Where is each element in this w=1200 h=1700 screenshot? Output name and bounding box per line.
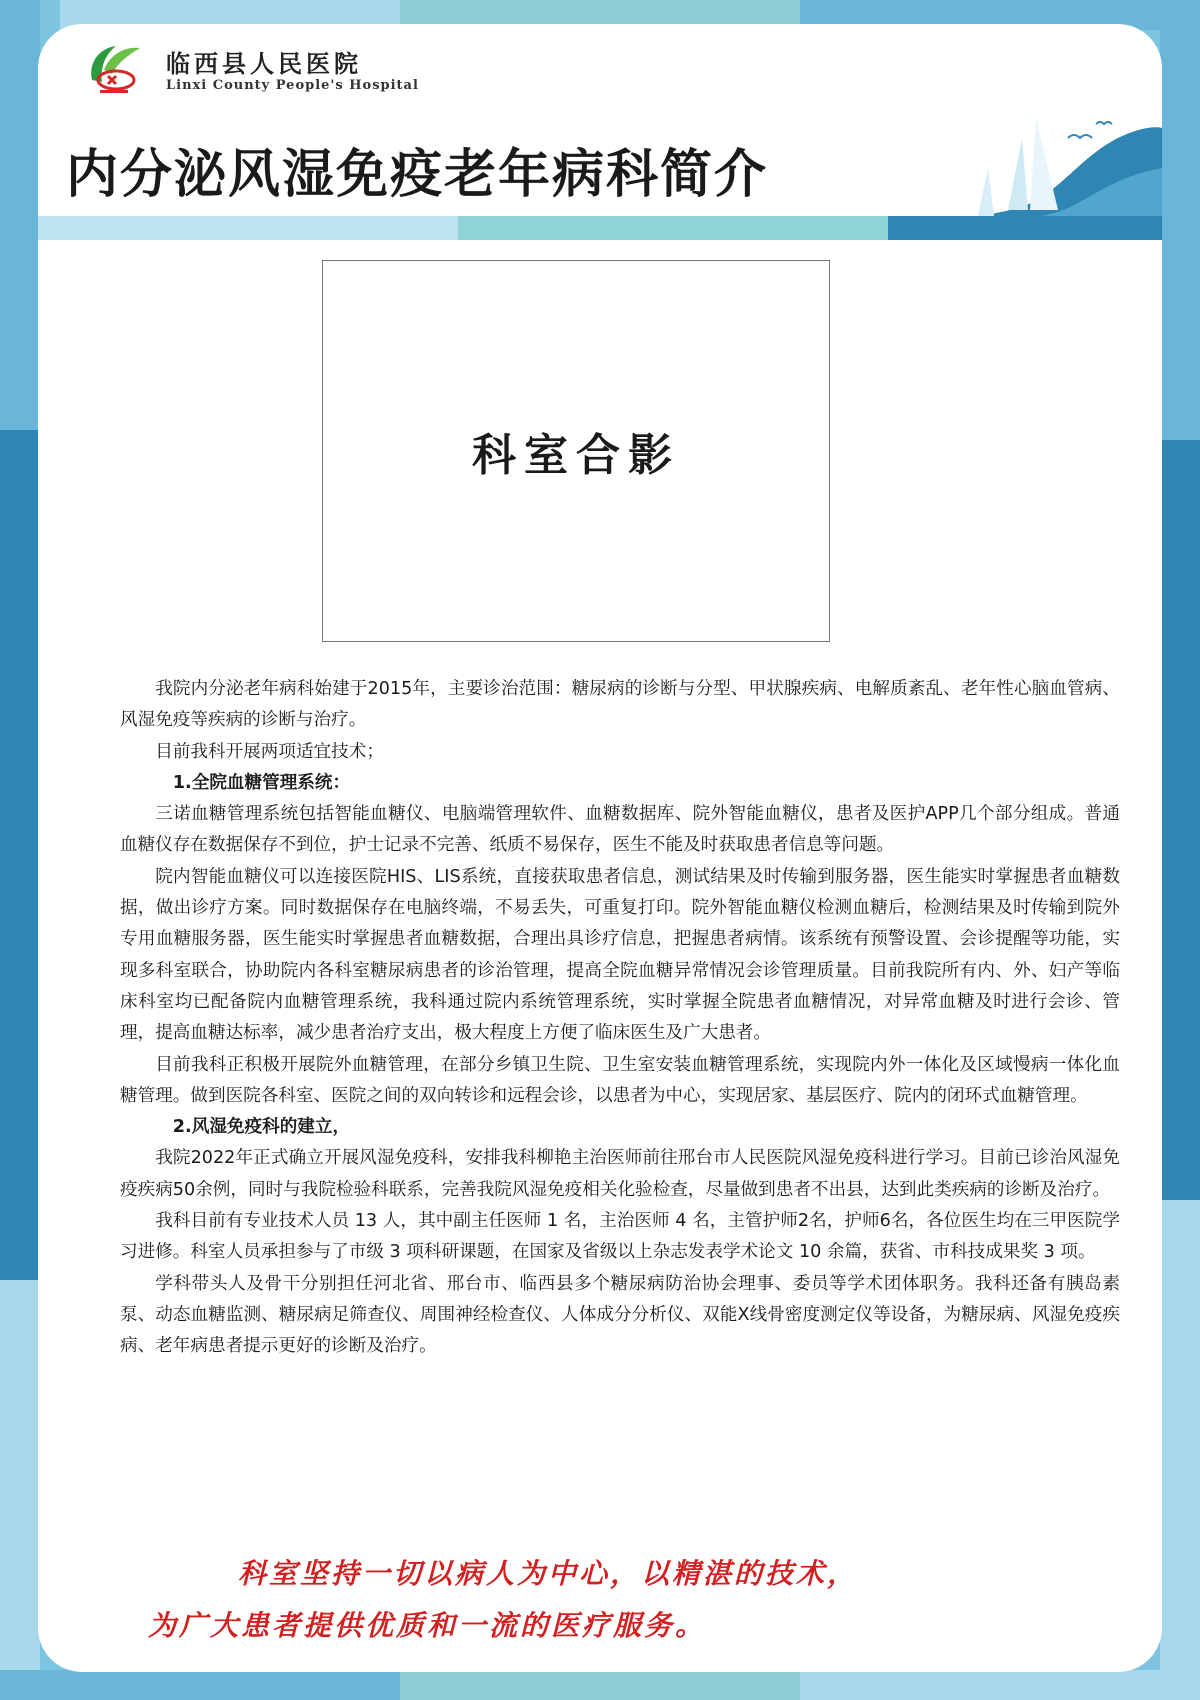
photo-label: 科室合影 — [472, 430, 680, 481]
border-stripe — [0, 1280, 40, 1700]
slogan-line-1: 科室坚持一切以病人为中心，以精湛的技术， — [238, 1557, 859, 1590]
paragraph: 目前我科开展两项适宜技术； — [155, 741, 384, 762]
header-band — [458, 216, 888, 240]
border-stripe — [0, 1670, 400, 1700]
section-heading: 2.风湿免疫科的建立， — [172, 1117, 351, 1138]
paragraph: 三诺血糖管理系统包括智能血糖仪、电脑端管理软件、血糖数据库、院外智能血糖仪，患者及医护APP几个部分组成。普通血糖仪存在数据保存不到位，护士记录不完善、纸质不易保存，医生不能及时获取患者信息等问题。 — [120, 804, 1120, 856]
photo-placeholder — [322, 260, 830, 642]
border-stripe — [800, 1670, 1200, 1700]
section-heading: 1.全院血糖管理系统： — [172, 772, 351, 793]
border-stripe — [400, 1670, 800, 1700]
page-title: 内分泌风湿免疫老年病科简介 — [66, 145, 769, 205]
slogan-line-2: 为广大患者提供优质和一流的医疗服务。 — [148, 1609, 707, 1642]
hospital-name-cn: 临西县人民医院 — [166, 49, 362, 78]
paragraph: 我科目前有专业技术人员 13 人，其中副主任医师 1 名，主治医师 4 名，主管护师2名，护师6名，各位医生均在三甲医院学习进修。科室人员承担参与了市级 3 项科研课题，在国家及省级以上杂志发表学术论文 10 余篇，获省、市科技成果奖 3 项。 — [120, 1211, 1120, 1263]
header-band — [38, 216, 458, 240]
poster-card — [38, 24, 1162, 1672]
hospital-name-en: Linxi County People's Hospital — [166, 78, 419, 93]
paragraph: 目前我科正积极开展院外血糖管理，在部分乡镇卫生院、卫生室安装血糖管理系统，实现院内外一体化及区域慢病一体化血糖管理。做到医院各科室、医院之间的双向转诊和远程会诊，以患者为中心，实现居家、基层医疗、院内的闭环式血糖管理。 — [120, 1054, 1120, 1106]
paragraph: 院内智能血糖仪可以连接医院HIS、LIS系统，直接获取患者信息，测试结果及时传输到服务器，医生能实时掌握患者血糖数据，做出诊疗方案。同时数据保存在电脑终端，不易丢失，可重复打印。院外智能血糖仪检测血糖后，检测结果及时传输到院外专用血糖服务器，医生能实时掌握患者血糖数据，合理出具诊疗信息，把握患者病情。该系统有预警设置、会诊提醒等功能，实现多科室联合，协助院内各科室糖尿病患者的诊治管理，提高全院血糖异常情况会诊管理质量。目前我院所有内、外、妇产等临床科室均已配备院内血糖管理系统，我科通过院内系统管理系统，实时掌握全院患者血糖情况，对异常血糖及时进行会诊、管理，提高血糖达标率，减少患者治疗支出，极大程度上方便了临床医生及广大患者。 — [120, 866, 1120, 1044]
paragraph: 我院内分泌老年病科始建于2015年，主要诊治范围：糖尿病的诊断与分型、甲状腺疾病、电解质紊乱、老年性心脑血管病、风湿免疫等疾病的诊断与治疗。 — [120, 679, 1120, 731]
hospital-logo-icon — [86, 40, 142, 98]
border-stripe — [0, 430, 40, 1280]
border-stripe — [1160, 0, 1200, 440]
paragraph: 我院2022年正式确立开展风湿免疫科，安排我科柳艳主治医师前往邢台市人民医院风湿免疫科进行学习。目前已诊治风湿免疫疾病50余例，同时与我院检验科联系，完善我院风湿免疫相关化验检查，尽量做到患者不出县，达到此类疾病的诊断及治疗。 — [120, 1148, 1120, 1200]
paragraph: 学科带头人及骨干分别担任河北省、邢台市、临西县多个糖尿病防治协会理事、委员等学术团体职务。我科还备有胰岛素泵、动态血糖监测、糖尿病足筛查仪、周围神经检查仪、人体成分分析仪、双能X线骨密度测定仪等设备，为糖尿病、风湿免疫疾病、老年病患者提示更好的诊断及治疗。 — [120, 1273, 1120, 1357]
border-stripe — [1160, 440, 1200, 1200]
header-band — [888, 216, 1162, 240]
border-stripe — [1160, 1200, 1200, 1700]
border-stripe — [0, 0, 40, 430]
intro-text — [120, 674, 1120, 1363]
